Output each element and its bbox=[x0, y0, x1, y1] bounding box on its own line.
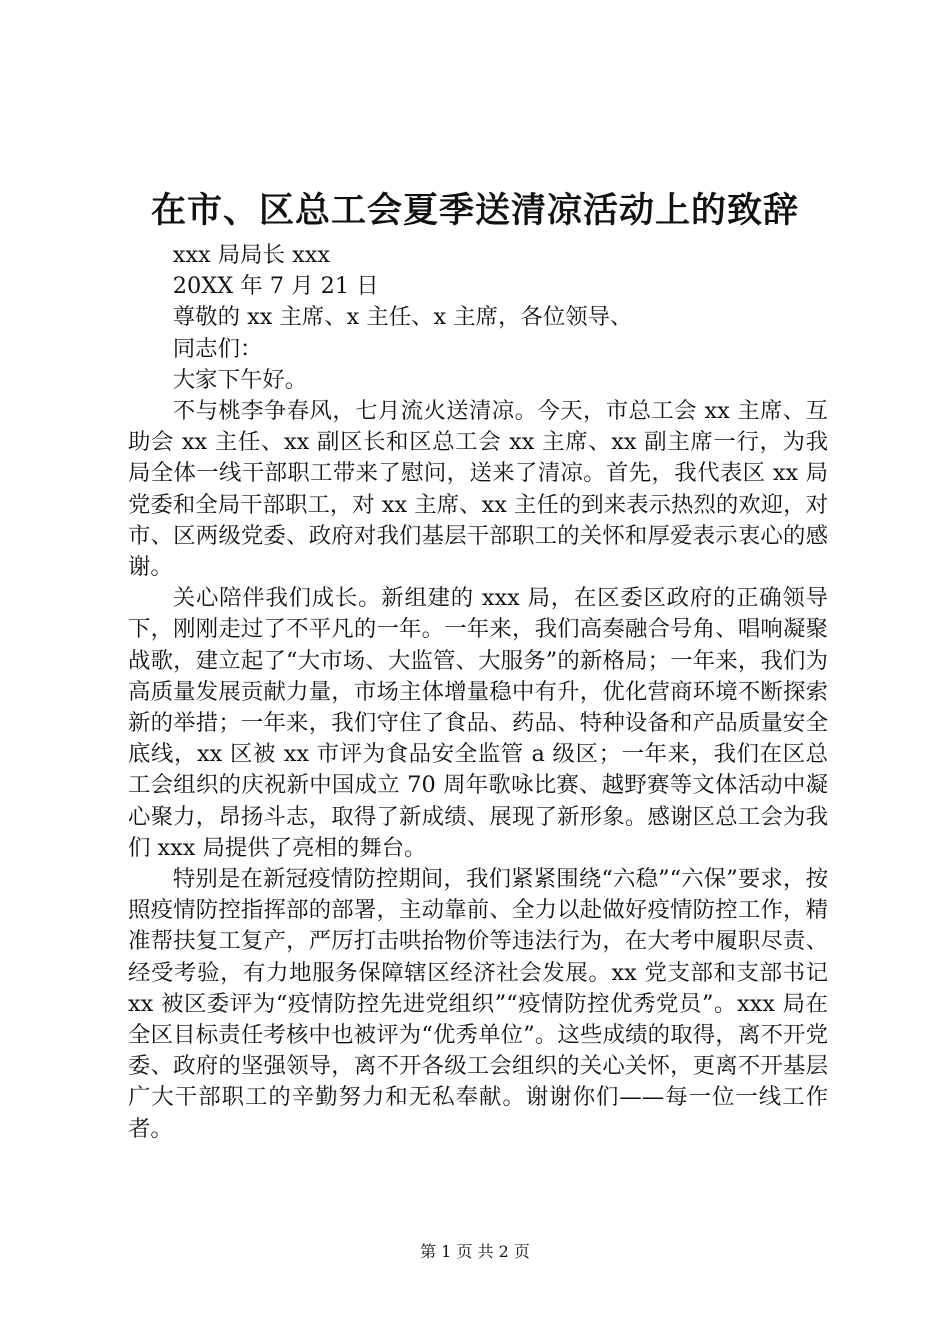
author-line: xxx 局局长 xxx bbox=[172, 242, 330, 268]
body-paragraph: 不与桃李争春风，七月流火送清凉。今天，市总工会 xx 主席、互助会 xx 主任、xx 副区长和区总工会 xx 主席、xx 副主席一行，为我局全体一线干部职工带来了慰问，送来了清凉。首先，我代表区 xx 局党委和全局干部职工，对 xx 主席、xx 主任的到来表示热烈的欢迎，对市、区两级党委、政府对我们基层干部职工的关怀和厚爱表示衷心的感谢。 bbox=[128, 398, 828, 581]
salutation-line-2: 同志们： bbox=[172, 335, 263, 362]
salutation-line-1: 尊敬的 xx 主席、x 主任、x 主席，各位领导、 bbox=[172, 304, 633, 331]
body-paragraph: 特别是在新冠疫情防控期间，我们紧紧围绕“六稳”“六保”要求，按照疫情防控指挥部的部署，主动靠前、全力以赴做好疫情防控工作，精准帮扶复工复产，严厉打击哄抬物价等违法行为，在大考中履职尽责、经受考验，有力地服务保障辖区经济社会发展。xx 党支部和支部书记 xx 被区委评为“疫情防控先进党组织”“疫情防控优秀党员”。xxx 局在全区目标责任考核中也被评为“优秀单位”。这些成绩的取得，离不开党委、政府的坚强领导，离不开各级工会组织的关心关怀，更离不开基层广大干部职工的辛勤努力和无私奉献。谢谢你们——每一位一线工作者。 bbox=[128, 866, 828, 1142]
page-indicator: 第 1 页 共 2 页 bbox=[420, 1242, 530, 1261]
page-footer bbox=[0, 1240, 950, 1264]
document-body bbox=[128, 240, 828, 1145]
document-title: 在市、区总工会夏季送清凉活动上的致辞 bbox=[150, 190, 799, 231]
body-paragraph: 关心陪伴我们成长。新组建的 xxx 局，在区委区政府的正确领导下，刚刚走过了不平凡的一年。一年来，我们高奏融合号角、唱响凝聚战歌，建立起了“大市场、大监管、大服务”的新格局；一年来，我们为高质量发展贡献力量，市场主体增量稳中有升，优化营商环境不断探索新的举措；一年来，我们守住了食品、药品、特种设备和产品质量安全底线，xx 区被 xx 市评为食品安全监管 a 级区；一年来，我们在区总工会组织的庆祝新中国成立 70 周年歌咏比赛、越野赛等文体活动中凝心聚力，昂扬斗志，取得了新成绩、展现了新形象。感谢区总工会为我们 xxx 局提供了亮相的舞台。 bbox=[128, 585, 828, 861]
date-line: 20XX 年 7 月 21 日 bbox=[172, 273, 379, 300]
greeting-line: 大家下午好。 bbox=[172, 366, 308, 393]
